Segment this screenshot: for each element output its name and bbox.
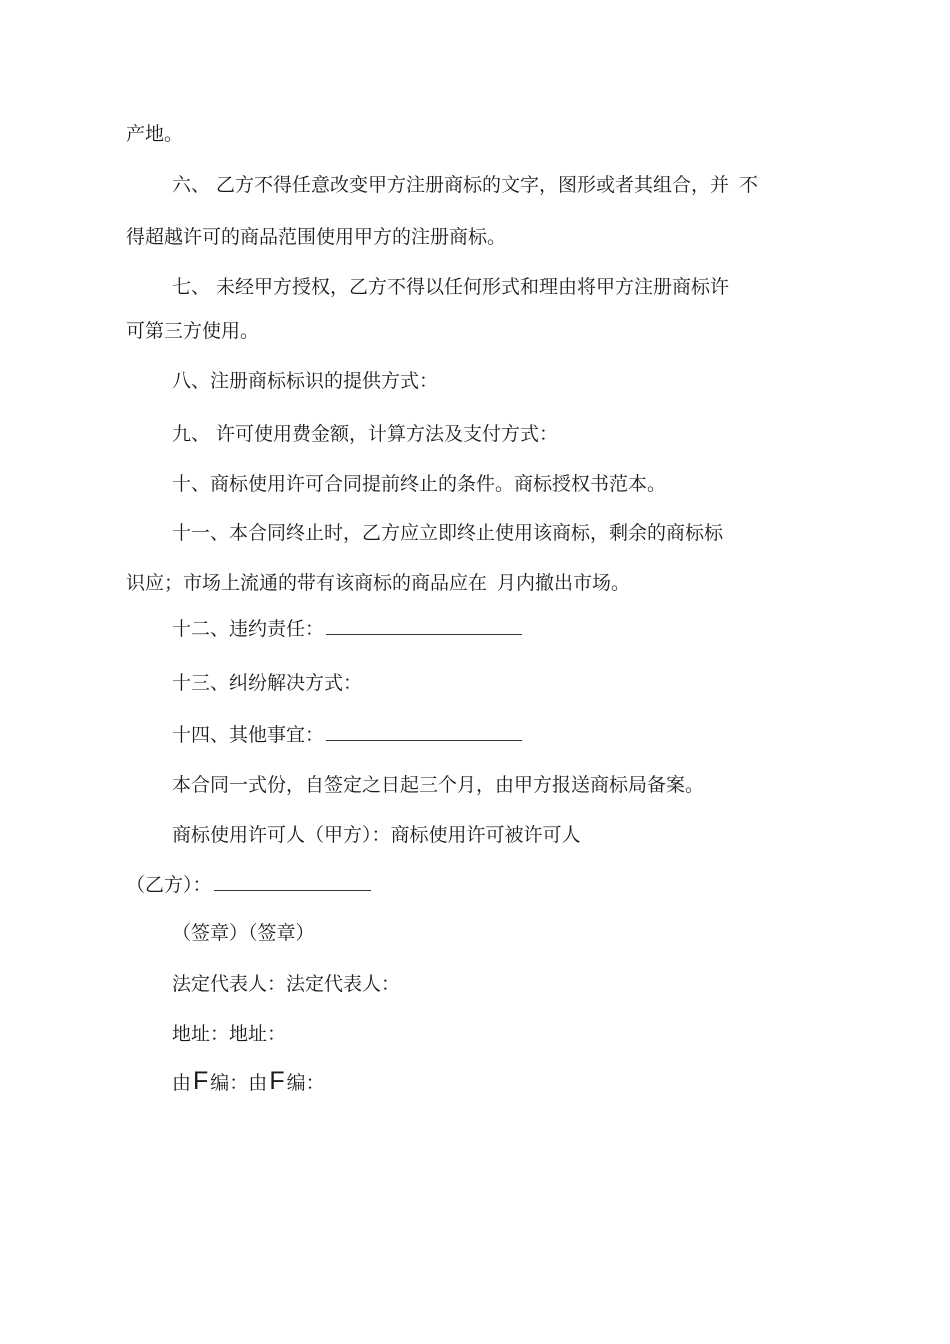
- line-text: 编：由: [210, 1072, 268, 1094]
- line-text: 产地。: [126, 123, 184, 145]
- clause-fourteen: [172, 722, 522, 748]
- clause-seven-line-2: [126, 318, 259, 344]
- line-text: （乙方）：: [126, 874, 212, 896]
- legal-representative-line: [172, 971, 400, 997]
- line-glyph: F: [269, 1067, 285, 1095]
- line-text-tail: 月内撤出市场。: [497, 572, 631, 594]
- line-text: 十三、纠纷解决方式：: [172, 672, 363, 694]
- line-text: 七、 未经甲方授权，乙方不得以任何形式和理由将甲方注册商标许: [172, 276, 730, 298]
- filing-note: [172, 772, 704, 798]
- line-text: 地址：地址：: [172, 1023, 287, 1045]
- clause-twelve: [172, 616, 522, 642]
- clause-thirteen: [172, 670, 362, 696]
- line-text: 识应；市场上流通的带有该商标的商品应在: [126, 572, 488, 594]
- line-text: 本合同一式份，自签定之日起三个月，由甲方报送商标局备案。: [172, 774, 705, 796]
- line-text: 商标使用许可人（甲方）：商标使用许可被许可人: [172, 824, 581, 846]
- line-text: 十二、违约责任：: [172, 618, 325, 640]
- clause-eight: [172, 368, 438, 394]
- address-line: [172, 1021, 286, 1047]
- line-text: 九、 许可使用费金额，计算方法及支付方式：: [172, 423, 559, 445]
- clause-ten: [172, 471, 666, 497]
- fill-in-blank: [326, 616, 522, 635]
- party-b-line: [126, 872, 371, 898]
- signatory-line: [172, 822, 581, 848]
- clause-seven-line-1: [172, 274, 729, 300]
- line-text: 法定代表人：法定代表人：: [172, 973, 401, 995]
- line-text: 十、商标使用许可合同提前终止的条件。商标授权书范本。: [172, 473, 667, 495]
- line-text: 编：: [286, 1072, 325, 1094]
- line-text: 六、 乙方不得任意改变甲方注册商标的文字，图形或者其组合，并: [172, 174, 730, 196]
- postcode-line: [172, 1068, 325, 1096]
- line-text: 得超越许可的商品范围使用甲方的注册商标。: [126, 226, 507, 248]
- clause-nine: [172, 421, 558, 447]
- line-text: 可第三方使用。: [126, 320, 260, 342]
- line-text: （签章）（签章）: [172, 922, 315, 944]
- clause-eleven-line-2: [126, 570, 630, 596]
- line-text-tail: 不: [739, 174, 759, 196]
- clause-eleven-line-1: [172, 520, 723, 546]
- line-glyph: F: [193, 1067, 209, 1095]
- clause-six-line-2: [126, 224, 506, 250]
- line-text: 十一、本合同终止时，乙方应立即终止使用该商标，剩余的商标标: [172, 522, 724, 544]
- seal-line: [172, 920, 315, 946]
- paragraph-line: [126, 121, 183, 147]
- line-text: 十四、其他事宜：: [172, 724, 325, 746]
- fill-in-blank: [326, 722, 522, 741]
- clause-six-line-1: [172, 172, 758, 198]
- line-text: 由: [172, 1072, 192, 1094]
- line-text: 八、注册商标标识的提供方式：: [172, 370, 439, 392]
- fill-in-blank: [214, 872, 371, 891]
